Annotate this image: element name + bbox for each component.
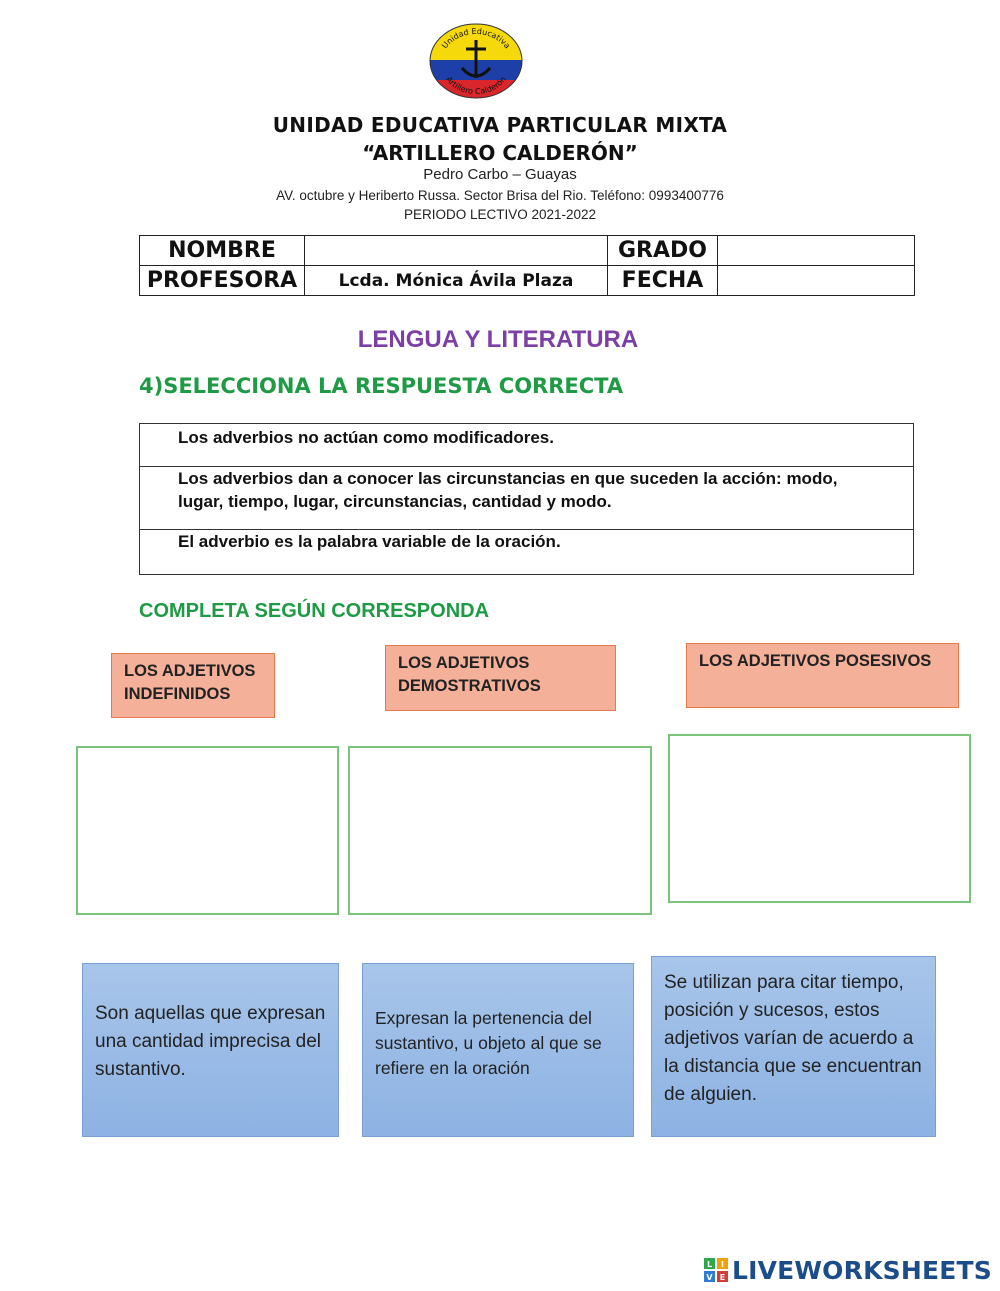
drop-zone-demostrativos[interactable] xyxy=(348,746,652,915)
brand-name: LIVEWORKSHEETS xyxy=(731,1255,992,1285)
student-info-table xyxy=(139,235,915,296)
logo-text-top: Unidad Educativa xyxy=(440,26,512,51)
school-address: AV. octubre y Heriberto Russa. Sector Brisa del Rio. Teléfono: 0993400776 xyxy=(276,188,724,203)
logo-letter: E xyxy=(719,1273,726,1282)
category-indefinidos: LOS ADJETIVOS INDEFINIDOS xyxy=(111,653,275,718)
drop-zone-posesivos[interactable] xyxy=(668,734,971,903)
school-name: UNIDAD EDUCATIVA PARTICULAR MIXTA xyxy=(272,113,728,137)
drop-zone-indefinidos[interactable] xyxy=(76,746,339,915)
school-logo xyxy=(428,22,524,100)
school-city: Pedro Carbo – Guayas xyxy=(423,166,577,183)
answer-options-table xyxy=(139,423,914,575)
grade-field[interactable] xyxy=(718,236,915,266)
subject-title: LENGUA Y LITERATURA xyxy=(357,326,639,353)
teacher-value: Lcda. Mónica Ávila Plaza xyxy=(305,266,608,296)
answer-option[interactable]: Los adverbios dan a conocer las circunstancias en que suceden la acción: modo, lugar, tiempo, lugar, circunstancias, cantidad y modo. xyxy=(140,467,914,530)
logo-text-bottom: Artillero Calderón xyxy=(444,74,508,97)
category-demostrativos: LOS ADJETIVOS DEMOSTRATIVOS xyxy=(385,645,616,711)
logo-letter: L xyxy=(706,1260,712,1269)
grade-label: GRADO xyxy=(608,236,718,266)
answer-option[interactable]: Los adverbios no actúan como modificadores. xyxy=(140,424,914,467)
name-label: NOMBRE xyxy=(140,236,305,266)
logo-letter: I xyxy=(720,1260,724,1269)
school-quote-name: “ARTILLERO CALDERÓN” xyxy=(362,141,638,165)
logo-letter: V xyxy=(706,1273,713,1282)
definition-card[interactable]: Expresan la pertenencia del sustantivo, u objeto al que se refiere en la oración xyxy=(362,963,634,1137)
category-posesivos: LOS ADJETIVOS POSESIVOS xyxy=(686,643,959,708)
school-period: PERIODO LECTIVO 2021-2022 xyxy=(403,207,597,222)
teacher-label: PROFESORA xyxy=(140,266,305,296)
date-label: FECHA xyxy=(608,266,718,296)
name-field[interactable] xyxy=(305,236,608,266)
definition-card[interactable]: Se utilizan para citar tiempo, posición y sucesos, estos adjetivos varían de acuerdo a la distancia que se encuentran de alguien. xyxy=(651,956,936,1137)
section2-instruction: COMPLETA SEGÚN CORRESPONDA xyxy=(139,600,490,622)
date-field[interactable] xyxy=(718,266,915,296)
liveworksheets-brand xyxy=(704,1254,992,1286)
liveworksheets-logo-icon xyxy=(704,1258,728,1282)
section1-instruction: 4)SELECCIONA LA RESPUESTA CORRECTA xyxy=(139,374,624,398)
definition-card[interactable]: Son aquellas que expresan una cantidad imprecisa del sustantivo. xyxy=(82,963,339,1137)
answer-option[interactable]: El adverbio es la palabra variable de la oración. xyxy=(140,530,914,575)
